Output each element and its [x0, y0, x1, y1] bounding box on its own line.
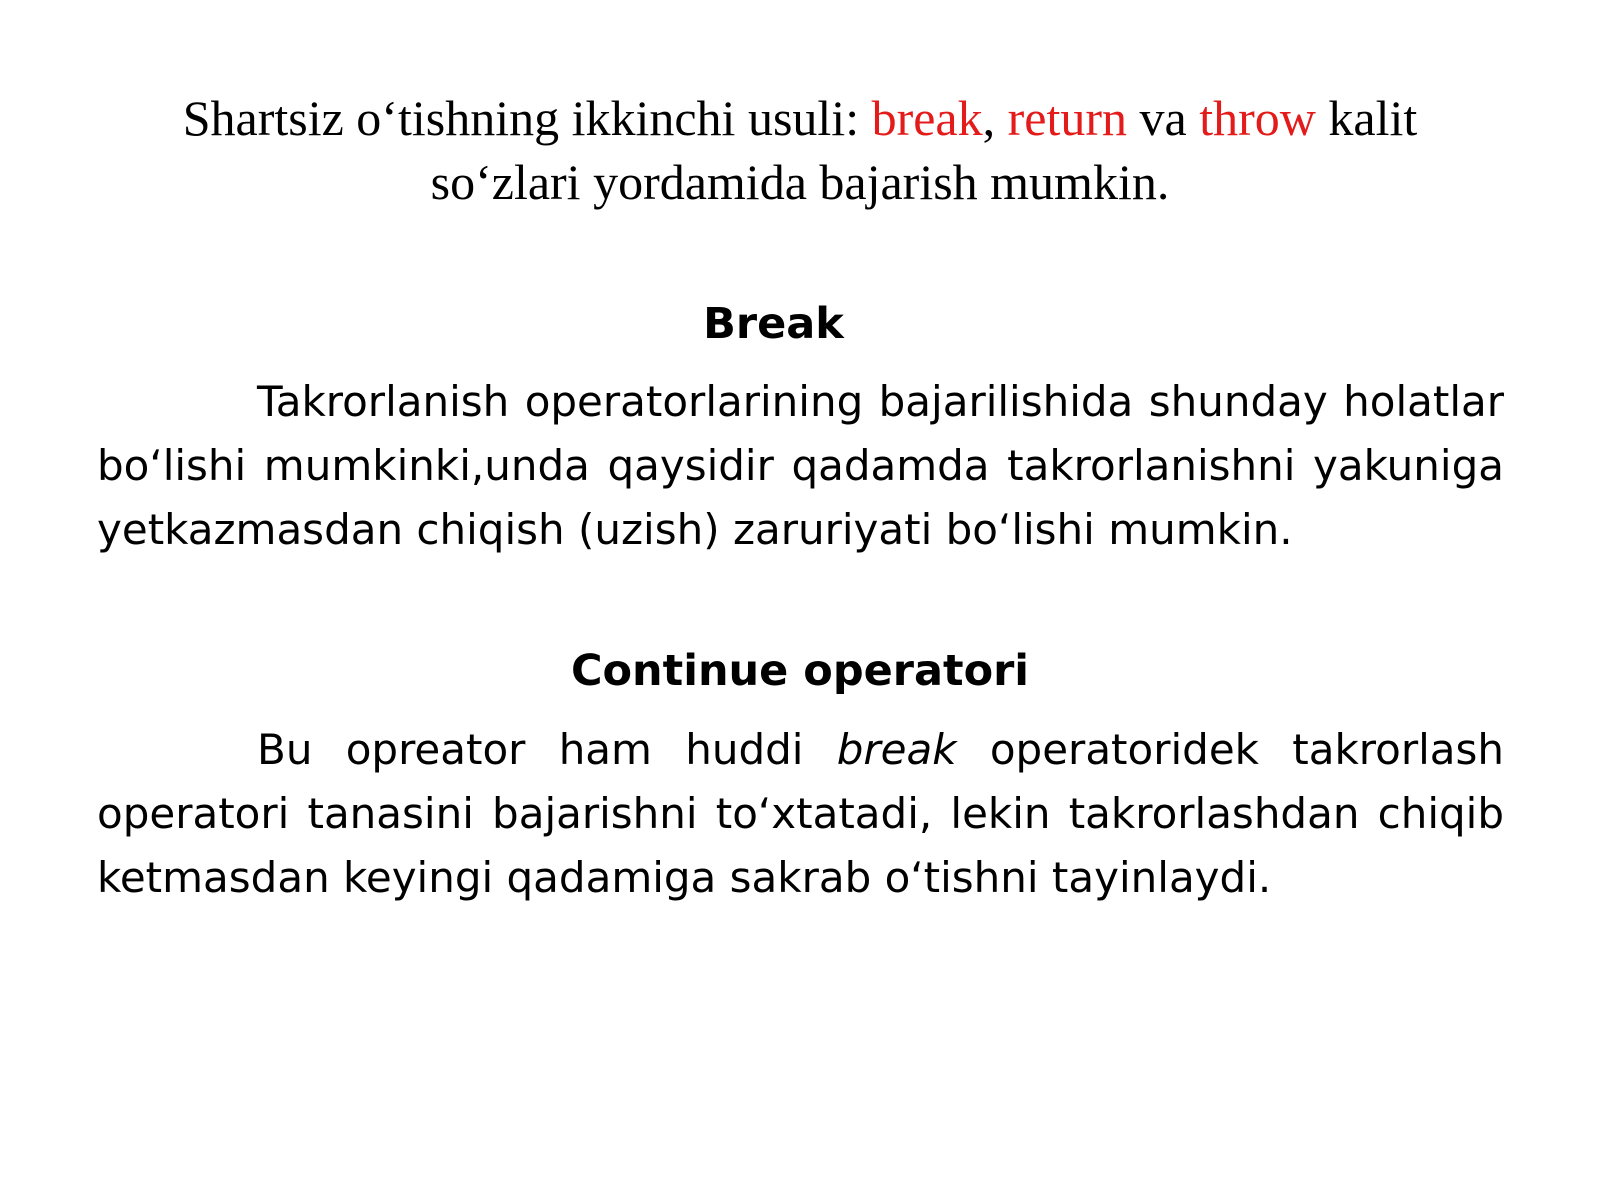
break-section-body — [97, 370, 1504, 562]
keyword-throw: throw — [1199, 90, 1316, 146]
continue-paragraph-start: Bu opreator ham huddi — [257, 725, 837, 774]
continue-paragraph — [97, 718, 1504, 910]
continue-heading: Continue operatori — [570, 646, 1030, 696]
keyword-return: return — [1007, 90, 1128, 146]
continue-paragraph-end: operatoridek takrorlash operatori tanasini bajarishni to‘xtatadi, lekin takrorlashdan chiqib ketmasdan keyingi qadamiga sakrab o‘tishni tayinlaydi. — [97, 725, 1504, 902]
title-text-end: kalit so‘zlari yordamida bajarish mumkin. — [430, 90, 1418, 210]
break-paragraph: Takrorlanish operatorlarining bajarilishida shunday holatlar bo‘lishi mumkinki,unda qaysidir qadamda takrorlanishni yakuniga yetkazmasdan chiqish (uzish) zaruriyati bo‘lishi mumkin. — [97, 377, 1504, 554]
continue-paragraph-keyword: break — [836, 725, 957, 774]
title-separator-1: , — [982, 90, 1008, 146]
slide-title — [130, 86, 1470, 214]
title-separator-2: va — [1127, 90, 1200, 146]
break-heading: Break — [703, 299, 844, 349]
keyword-break: break — [871, 90, 983, 146]
continue-section-body — [97, 718, 1504, 910]
title-text-start: Shartsiz o‘tishning ikkinchi usuli: — [182, 90, 872, 146]
